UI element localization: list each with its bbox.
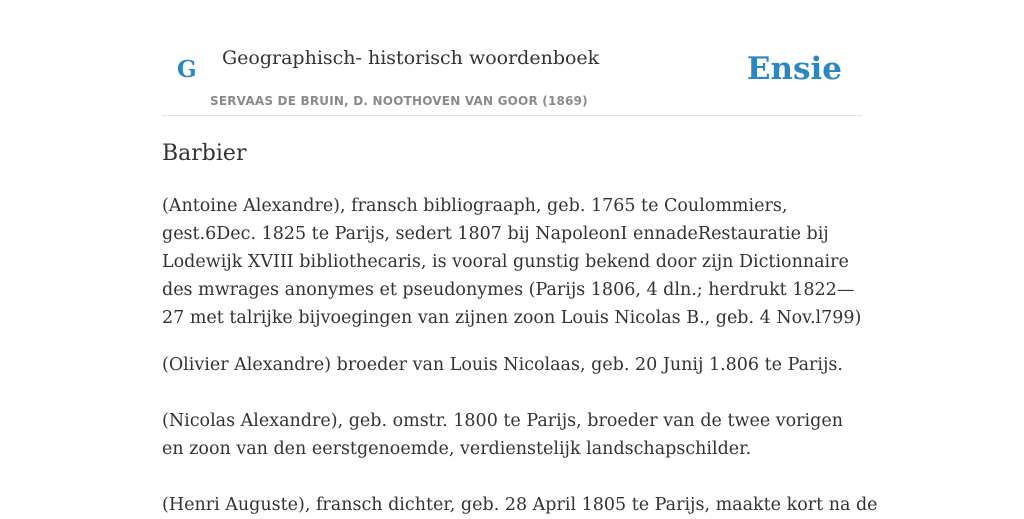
book-title-link[interactable]: Geographisch- historisch woordenboek — [222, 47, 600, 69]
entry-paragraph: (Olivier Alexandre) broeder van Louis Nicolaas, geb. 20 Junij 1.806 te Parijs. — [162, 355, 843, 375]
header — [162, 0, 862, 116]
ensie-logo[interactable]: Ensie — [746, 51, 842, 87]
entry-paragraph: (Nicolas Alexandre), geb. omstr. 1800 te Parijs, broeder van de twee vorigen en zoon van den eerstgenoemde, verdienstelijk landschapschilder. — [162, 411, 843, 459]
entry-paragraph: (Henri Auguste), fransch dichter, geb. 28 April 1805 te Parijs, maakte kort na de — [162, 495, 878, 515]
book-author: SERVAAS DE BRUIN, D. NOOTHOVEN VAN GOOR (1869) — [210, 94, 588, 108]
entry-title: Barbier — [162, 141, 247, 166]
book-icon[interactable]: G — [177, 56, 197, 83]
page — [162, 0, 878, 515]
entry-paragraph: (Antoine Alexandre), fransch bibliograaph, geb. 1765 te Coulommiers, gest.6Dec. 1825 te Parijs, sedert 1807 bij NapoleonI ennadeRestauratie bij Lodewijk XVIII bibliothecaris, is vooral gunstig bekend door zijn Dictionnaire des mwrages anonymes et pseudonymes (Parijs 1806, 4 dln.; herdrukt 1822—27 met talrijke bijvoegingen van zijnen zoon Louis Nicolas B., geb. 4 Nov.l799) — [162, 196, 862, 328]
